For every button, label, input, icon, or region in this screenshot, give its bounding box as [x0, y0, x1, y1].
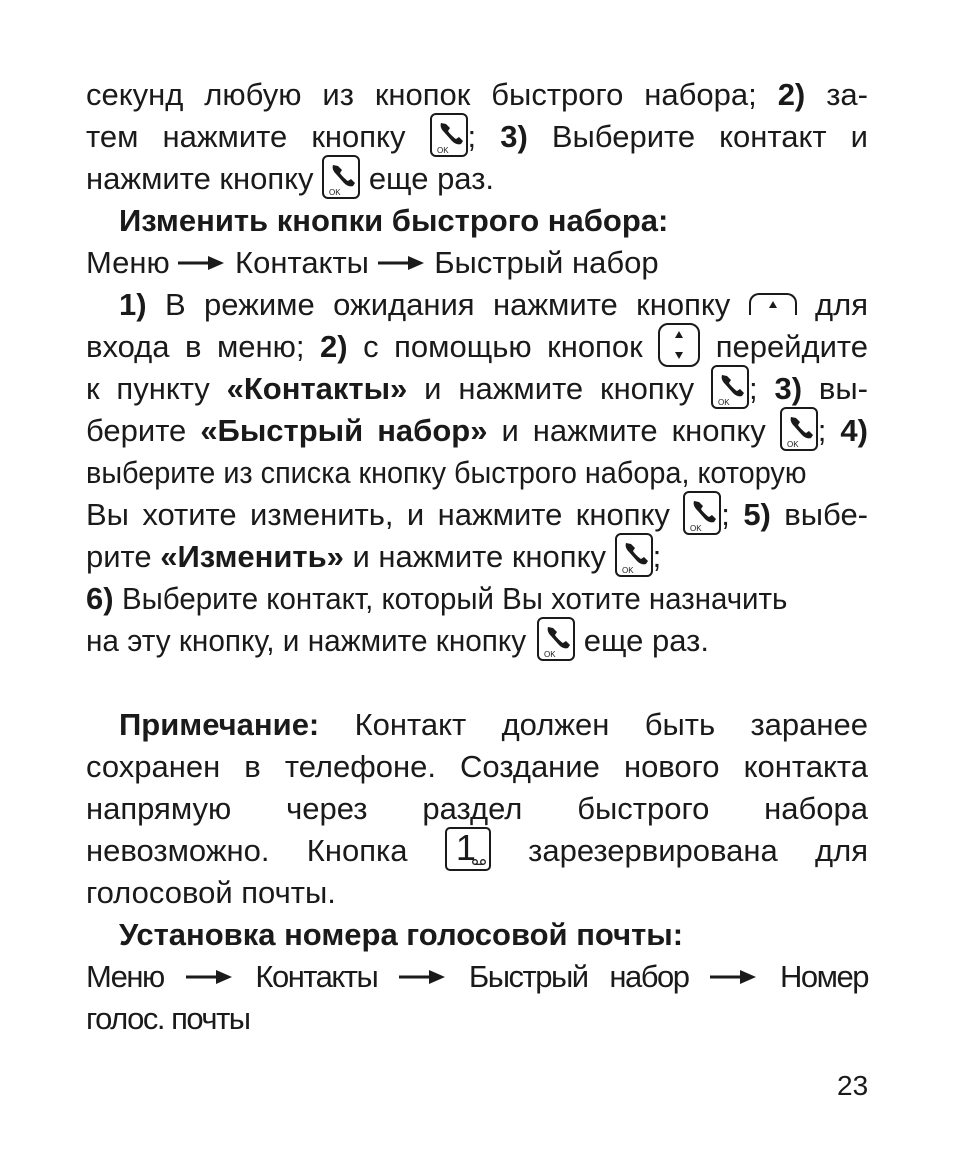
menu-item-name: «Быстрый набор» — [200, 413, 488, 448]
step-number: 2) — [777, 77, 806, 112]
key-digit: 1 — [455, 826, 476, 868]
menu-up-key-icon — [749, 293, 797, 315]
text: еще раз. — [368, 161, 495, 196]
menu-path — [86, 998, 868, 1040]
text: входа в меню; — [86, 329, 305, 364]
text: ; — [467, 119, 477, 154]
step-number: 3) — [500, 119, 528, 154]
note-line — [86, 746, 868, 788]
text: ; — [748, 371, 758, 406]
note-line — [86, 826, 868, 872]
path-item: Меню — [86, 959, 164, 994]
right-arrow-icon — [399, 969, 447, 985]
text: за- — [826, 77, 868, 112]
section-heading — [86, 914, 868, 956]
up-down-key-icon — [658, 323, 700, 367]
text-line — [86, 158, 868, 200]
text-line — [86, 620, 868, 662]
text: Контакт должен быть заранее — [354, 707, 868, 742]
note-label: Примечание: — [119, 707, 320, 742]
text: голосовой почты. — [86, 875, 336, 910]
text: сохранен в телефоне. Создание нового контакта — [86, 749, 868, 784]
text-line — [86, 494, 868, 536]
text: Выберите контакт, который Вы хотите назначить — [122, 581, 788, 616]
step-number: 3) — [774, 371, 803, 406]
spacer — [86, 662, 868, 704]
text: и нажмите кнопку — [424, 371, 695, 406]
path-item: Быстрый набор — [468, 959, 689, 994]
text: берите — [86, 413, 187, 448]
right-arrow-icon — [378, 255, 426, 271]
text: вы- — [818, 371, 868, 406]
call-ok-key-icon — [615, 533, 653, 577]
text: напрямую через раздел быстрого набора — [86, 791, 868, 826]
text: к пункту — [86, 371, 210, 406]
step-number: 4) — [840, 413, 868, 448]
text-line — [86, 74, 868, 116]
section-heading — [86, 200, 868, 242]
path-item: Номер — [780, 959, 868, 994]
text: и нажмите кнопку — [501, 413, 766, 448]
text: зарезервирована для — [528, 833, 868, 868]
text: В режиме ожидания нажмите кнопку — [164, 287, 731, 322]
call-ok-key-icon — [683, 491, 721, 535]
menu-path — [86, 242, 868, 284]
right-arrow-icon — [710, 969, 758, 985]
step-number: 1) — [119, 287, 147, 322]
menu-item-name: «Изменить» — [160, 539, 344, 574]
text: выбе- — [784, 497, 869, 532]
text: перейдите — [715, 329, 869, 364]
step-number: 5) — [743, 497, 771, 532]
path-item: Меню — [86, 245, 170, 280]
text-line — [86, 116, 868, 158]
call-ok-key-icon — [537, 617, 575, 661]
menu-path — [86, 956, 868, 998]
right-arrow-icon — [186, 969, 234, 985]
text: Выберите контакт и — [551, 119, 868, 154]
text-line — [86, 536, 868, 578]
text: для — [815, 287, 868, 322]
path-item: Контакты — [255, 959, 378, 994]
page-number: 23 — [837, 1070, 869, 1101]
text-line — [86, 410, 868, 452]
text-line — [86, 452, 868, 494]
text: ; — [721, 497, 730, 532]
text: рите — [86, 539, 152, 574]
note-line — [86, 704, 868, 746]
text-line — [86, 368, 868, 410]
text: Вы хотите изменить, и нажмите кнопку — [86, 497, 670, 532]
call-ok-key-icon — [430, 113, 468, 157]
heading-text: Изменить кнопки быстрого набора: — [119, 203, 669, 238]
call-ok-key-icon — [780, 407, 818, 451]
text: ; — [817, 413, 827, 448]
heading-text: Установка номера голосовой почты: — [119, 917, 684, 952]
path-item: голос. почты — [86, 1001, 250, 1036]
step-number: 6) — [86, 581, 114, 616]
text-line — [86, 578, 868, 620]
text: тем нажмите кнопку — [86, 119, 406, 154]
text: и нажмите кнопку — [352, 539, 606, 574]
path-item: Быстрый набор — [434, 245, 659, 280]
text: выберите из списка кнопку быстрого набора, которую — [86, 455, 807, 490]
right-arrow-icon — [178, 255, 226, 271]
path-item: Контакты — [235, 245, 369, 280]
menu-item-name: «Контакты» — [226, 371, 408, 406]
text-line — [86, 326, 868, 368]
text: с помощью кнопок — [363, 329, 643, 364]
text: невозможно. Кнопка — [86, 833, 408, 868]
text: секунд любую из кнопок быстрого набора; — [86, 77, 757, 112]
text: на эту кнопку, и нажмите кнопку — [86, 623, 527, 658]
one-voicemail-key-icon — [445, 827, 491, 871]
text: нажмите кнопку — [86, 161, 314, 196]
text: еще раз. — [583, 623, 709, 658]
call-ok-key-icon — [711, 365, 749, 409]
note-line — [86, 872, 868, 914]
manual-page — [86, 74, 868, 1040]
step-number: 2) — [320, 329, 348, 364]
text-line — [86, 284, 868, 326]
note-line — [86, 788, 868, 830]
text: ; — [652, 539, 662, 574]
call-ok-key-icon — [322, 155, 360, 199]
